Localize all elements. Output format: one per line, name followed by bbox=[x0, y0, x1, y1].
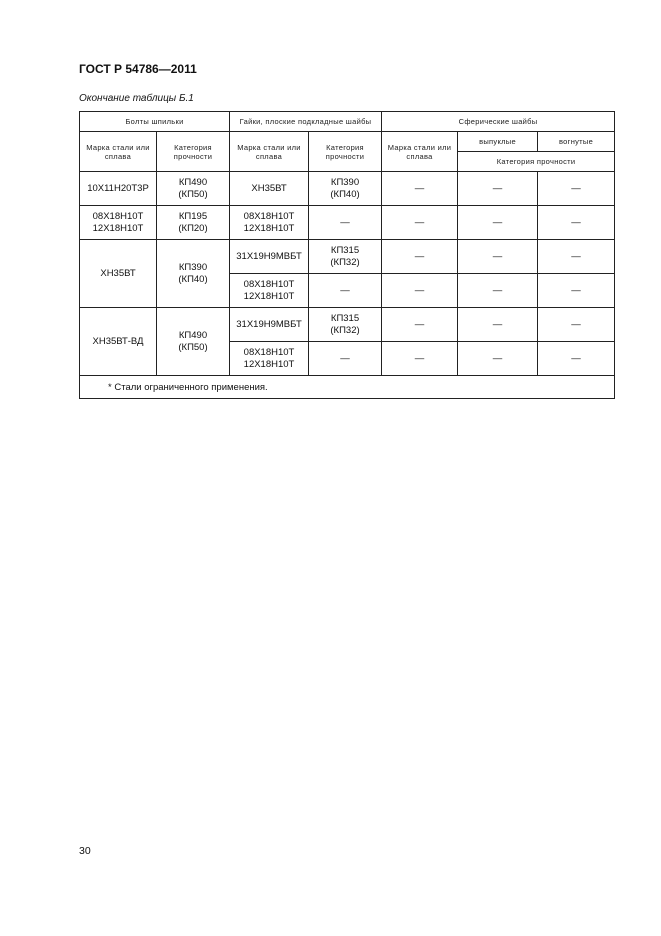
spherical-grade-cell: — bbox=[382, 342, 458, 376]
nut-grade-cell: 08Х18Н10Т 12Х18Н10Т bbox=[230, 206, 309, 240]
nut-category-cell: КП315 (КП32) bbox=[309, 240, 382, 274]
table-footnote: * Стали ограниченного применения. bbox=[80, 376, 615, 399]
spherical-grade-cell: — bbox=[382, 172, 458, 206]
header-spherical-washers: Сферические шайбы bbox=[382, 112, 615, 132]
header-bolt-category: Категория прочности bbox=[157, 132, 230, 172]
concave-cell: — bbox=[538, 274, 615, 308]
nut-category-cell: — bbox=[309, 274, 382, 308]
spec-table bbox=[79, 111, 615, 399]
spherical-grade-cell: — bbox=[382, 308, 458, 342]
spherical-grade-cell: — bbox=[382, 274, 458, 308]
bolt-grade-cell: ХН35ВТ-ВД bbox=[80, 308, 157, 376]
header-spherical-grade: Марка стали или сплава bbox=[382, 132, 458, 172]
bolt-category-cell: КП390 (КП40) bbox=[157, 240, 230, 308]
table-header-row-groups bbox=[80, 112, 615, 132]
concave-cell: — bbox=[538, 206, 615, 240]
concave-cell: — bbox=[538, 240, 615, 274]
nut-category-cell: — bbox=[309, 342, 382, 376]
header-concave: вогнутые bbox=[538, 132, 615, 152]
table-row bbox=[80, 172, 615, 206]
concave-cell: — bbox=[538, 172, 615, 206]
convex-cell: — bbox=[458, 172, 538, 206]
nut-grade-cell: 31Х19Н9МВБТ bbox=[230, 240, 309, 274]
nut-grade-cell: ХН35ВТ bbox=[230, 172, 309, 206]
nut-grade-cell: 08Х18Н10Т 12Х18Н10Т bbox=[230, 274, 309, 308]
convex-cell: — bbox=[458, 274, 538, 308]
header-nuts-washers: Гайки, плоские подкладные шайбы bbox=[230, 112, 382, 132]
spherical-grade-cell: — bbox=[382, 206, 458, 240]
header-bolt-grade: Марка стали или сплава bbox=[80, 132, 157, 172]
nut-grade-cell: 31Х19Н9МВБТ bbox=[230, 308, 309, 342]
convex-cell: — bbox=[458, 206, 538, 240]
bolt-category-cell: КП195 (КП20) bbox=[157, 206, 230, 240]
bolt-grade-cell: ХН35ВТ bbox=[80, 240, 157, 308]
header-convex: выпуклые bbox=[458, 132, 538, 152]
table-row bbox=[80, 240, 615, 274]
nut-grade-cell: 08Х18Н10Т 12Х18Н10Т bbox=[230, 342, 309, 376]
concave-cell: — bbox=[538, 308, 615, 342]
document-header: ГОСТ Р 54786—2011 bbox=[79, 62, 197, 76]
page-number: 30 bbox=[79, 845, 91, 857]
nut-category-cell: КП390 (КП40) bbox=[309, 172, 382, 206]
header-bolts: Болты шпильки bbox=[80, 112, 230, 132]
table-caption: Окончание таблицы Б.1 bbox=[79, 93, 194, 104]
bolt-category-cell: КП490 (КП50) bbox=[157, 172, 230, 206]
nut-category-cell: КП315 (КП32) bbox=[309, 308, 382, 342]
nut-category-cell: — bbox=[309, 206, 382, 240]
concave-cell: — bbox=[538, 342, 615, 376]
convex-cell: — bbox=[458, 342, 538, 376]
table-row bbox=[80, 308, 615, 342]
table-header-row-sub bbox=[80, 132, 615, 152]
table-row bbox=[80, 206, 615, 240]
convex-cell: — bbox=[458, 240, 538, 274]
spherical-grade-cell: — bbox=[382, 240, 458, 274]
bolt-grade-cell: 10Х11Н20Т3Р bbox=[80, 172, 157, 206]
bolt-category-cell: КП490 (КП50) bbox=[157, 308, 230, 376]
bolt-grade-cell: 08Х18Н10Т 12Х18Н10Т bbox=[80, 206, 157, 240]
header-strength-category: Категория прочности bbox=[458, 152, 615, 172]
convex-cell: — bbox=[458, 308, 538, 342]
header-nut-category: Категория прочности bbox=[309, 132, 382, 172]
header-nut-grade: Марка стали или сплава bbox=[230, 132, 309, 172]
footnote-row bbox=[80, 376, 615, 399]
